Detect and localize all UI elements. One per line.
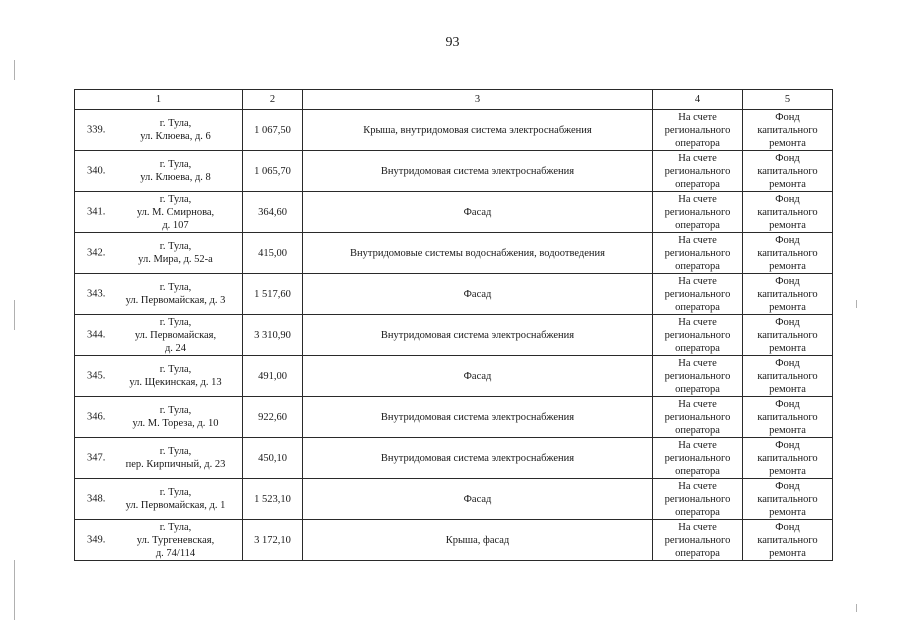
address-cell xyxy=(75,479,243,520)
row-number: 341. xyxy=(87,206,106,218)
fund-method-cell: На счете регионального оператора xyxy=(653,233,743,274)
house-address: г. Тула, ул. Клюева, д. 6 xyxy=(140,118,211,142)
total-area-cell: 1 067,50 xyxy=(243,110,303,151)
repair-works-cell: Крыша, внутридомовая система электроснабжения xyxy=(303,110,653,151)
row-number: 342. xyxy=(87,247,106,259)
repair-works-cell: Внутридомовая система электроснабжения xyxy=(303,315,653,356)
fund-method-cell: На счете регионального оператора xyxy=(653,274,743,315)
address-cell xyxy=(75,397,243,438)
total-area-cell: 450,10 xyxy=(243,438,303,479)
house-address: г. Тула, ул. Щекинская, д. 13 xyxy=(129,364,222,388)
scan-edge-mark xyxy=(856,300,857,308)
funding-source-cell: Фонд капитального ремонта xyxy=(743,274,833,315)
table-row xyxy=(75,520,833,561)
fund-method-cell: На счете регионального оператора xyxy=(653,192,743,233)
house-address: г. Тула, ул. Первомайская, д. 1 xyxy=(125,487,226,511)
funding-source-cell: Фонд капитального ремонта xyxy=(743,479,833,520)
total-area-cell: 3 310,90 xyxy=(243,315,303,356)
header-row xyxy=(75,90,833,110)
row-number: 348. xyxy=(87,493,106,505)
funding-source-cell: Фонд капитального ремонта xyxy=(743,151,833,192)
table-row xyxy=(75,479,833,520)
table-row xyxy=(75,192,833,233)
funding-source-cell: Фонд капитального ремонта xyxy=(743,192,833,233)
funding-source-cell: Фонд капитального ремонта xyxy=(743,397,833,438)
total-area-cell: 922,60 xyxy=(243,397,303,438)
funding-source-cell: Фонд капитального ремонта xyxy=(743,438,833,479)
house-address: г. Тула, ул. Первомайская, д. 3 xyxy=(125,282,226,306)
total-area-cell: 415,00 xyxy=(243,233,303,274)
address-cell xyxy=(75,315,243,356)
repair-works-cell: Внутридомовая система электроснабжения xyxy=(303,397,653,438)
fund-method-cell: На счете регионального оператора xyxy=(653,479,743,520)
total-area-cell: 3 172,10 xyxy=(243,520,303,561)
total-area-cell: 1 517,60 xyxy=(243,274,303,315)
total-area-cell: 1 523,10 xyxy=(243,479,303,520)
column-header-4: 4 xyxy=(653,90,743,110)
address-cell xyxy=(75,520,243,561)
fund-method-cell: На счете регионального оператора xyxy=(653,110,743,151)
total-area-cell: 491,00 xyxy=(243,356,303,397)
row-number: 340. xyxy=(87,165,106,177)
funding-source-cell: Фонд капитального ремонта xyxy=(743,233,833,274)
row-number: 347. xyxy=(87,452,106,464)
fund-method-cell: На счете регионального оператора xyxy=(653,520,743,561)
table-row xyxy=(75,356,833,397)
table-row xyxy=(75,274,833,315)
table-row xyxy=(75,233,833,274)
row-number: 346. xyxy=(87,411,106,423)
total-area-cell: 1 065,70 xyxy=(243,151,303,192)
house-address: г. Тула, ул. Тургеневская, д. 74/114 xyxy=(136,521,215,559)
house-address: г. Тула, ул. М. Смирнова, д. 107 xyxy=(136,193,215,231)
repair-works-cell: Фасад xyxy=(303,274,653,315)
table-row xyxy=(75,151,833,192)
house-address: г. Тула, пер. Кирпичный, д. 23 xyxy=(125,446,226,470)
total-area-cell: 364,60 xyxy=(243,192,303,233)
repair-works-cell: Внутридомовая система электроснабжения xyxy=(303,151,653,192)
row-number: 344. xyxy=(87,329,106,341)
address-cell xyxy=(75,233,243,274)
funding-source-cell: Фонд капитального ремонта xyxy=(743,356,833,397)
address-cell xyxy=(75,356,243,397)
house-address: г. Тула, ул. Первомайская, д. 24 xyxy=(134,316,217,354)
funding-source-cell: Фонд капитального ремонта xyxy=(743,520,833,561)
table-row xyxy=(75,315,833,356)
repair-works-cell: Фасад xyxy=(303,479,653,520)
repair-works-cell: Фасад xyxy=(303,356,653,397)
address-cell xyxy=(75,110,243,151)
row-number: 339. xyxy=(87,124,106,136)
house-address: г. Тула, ул. Мира, д. 52-а xyxy=(138,241,213,265)
fund-method-cell: На счете регионального оператора xyxy=(653,356,743,397)
fund-method-cell: На счете регионального оператора xyxy=(653,438,743,479)
table-row xyxy=(75,397,833,438)
fund-method-cell: На счете регионального оператора xyxy=(653,151,743,192)
column-header-2: 2 xyxy=(243,90,303,110)
house-address: г. Тула, ул. Клюева, д. 8 xyxy=(140,159,211,183)
address-cell xyxy=(75,438,243,479)
page-number: 93 xyxy=(445,35,460,50)
address-cell xyxy=(75,274,243,315)
repair-registry-table xyxy=(74,89,833,561)
row-number: 349. xyxy=(87,534,106,546)
repair-works-cell: Внутридомовая система электроснабжения xyxy=(303,438,653,479)
funding-source-cell: Фонд капитального ремонта xyxy=(743,110,833,151)
scan-edge-mark xyxy=(14,560,15,620)
column-header-5: 5 xyxy=(743,90,833,110)
table-row xyxy=(75,110,833,151)
fund-method-cell: На счете регионального оператора xyxy=(653,397,743,438)
fund-method-cell: На счете регионального оператора xyxy=(653,315,743,356)
scan-edge-mark xyxy=(14,300,15,330)
repair-works-cell: Фасад xyxy=(303,192,653,233)
column-header-3: 3 xyxy=(303,90,653,110)
house-address: г. Тула, ул. М. Тореза, д. 10 xyxy=(132,405,219,429)
table-row xyxy=(75,438,833,479)
row-number: 343. xyxy=(87,288,106,300)
address-cell xyxy=(75,192,243,233)
scan-edge-mark xyxy=(14,60,15,80)
funding-source-cell: Фонд капитального ремонта xyxy=(743,315,833,356)
scan-edge-mark xyxy=(856,604,857,612)
table-body xyxy=(75,110,833,561)
address-cell xyxy=(75,151,243,192)
repair-works-cell: Внутридомовые системы водоснабжения, водоотведения xyxy=(303,233,653,274)
column-header-1: 1 xyxy=(75,90,243,110)
row-number: 345. xyxy=(87,370,106,382)
repair-works-cell: Крыша, фасад xyxy=(303,520,653,561)
